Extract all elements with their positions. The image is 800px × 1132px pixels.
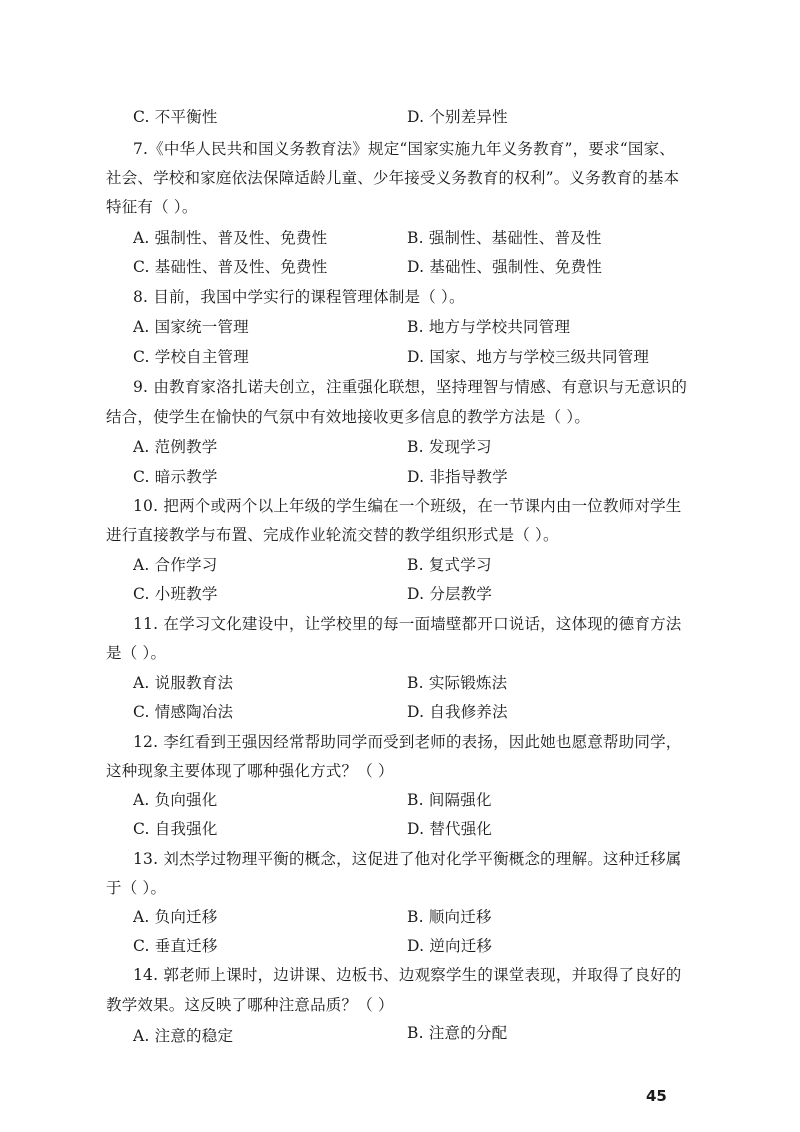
q6-option-c: C. 不平衡性	[133, 108, 218, 126]
q13-option-c: C. 垂直迁移	[133, 937, 218, 955]
q8-option-c: C. 学校自主管理	[133, 348, 249, 366]
q10-option-b: B. 复式学习	[407, 556, 492, 574]
q11-option-c: C. 情感陶冶法	[133, 703, 234, 721]
q7-stem-line-2: 社会、学校和家庭依法保障适龄儿童、少年接受义务教育的权利”。义务教育的基本	[106, 169, 680, 187]
q8-option-a: A. 国家统一管理	[133, 318, 249, 336]
q13-stem-line-2: 于（ ）。	[106, 879, 167, 897]
q12-option-c: C. 自我强化	[133, 820, 218, 838]
q8-option-b: B. 地方与学校共同管理	[407, 318, 571, 336]
q11-option-d: D. 自我修养法	[407, 703, 508, 721]
q12-option-b: B. 间隔强化	[407, 791, 492, 809]
q7-option-a: A. 强制性、普及性、免费性	[133, 229, 328, 247]
q7-stem-line-3: 特征有（ ）。	[106, 198, 198, 216]
q12-option-d: D. 替代强化	[407, 820, 493, 838]
q10-option-a: A. 合作学习	[133, 556, 218, 574]
q11-stem-line-1: 11. 在学习文化建设中，让学校里的每一面墙壁都开口说话，这体现的德育方法	[133, 615, 682, 633]
q13-option-a: A. 负向迁移	[133, 908, 218, 926]
q14-option-b: B. 注意的分配	[407, 1024, 508, 1042]
q9-option-c: C. 暗示教学	[133, 468, 218, 486]
q7-stem-line-1: 7.《中华人民共和国义务教育法》规定“国家实施九年义务教育”，要求“国家、	[133, 140, 675, 158]
q14-option-a: A. 注意的稳定	[133, 1027, 234, 1045]
q13-option-b: B. 顺向迁移	[407, 908, 492, 926]
q14-stem-line-2: 教学效果。这反映了哪种注意品质？（ ）	[106, 996, 394, 1014]
q11-stem-line-2: 是（ ）。	[106, 644, 167, 662]
q8-option-d: D. 国家、地方与学校三级共同管理	[407, 348, 650, 366]
q10-option-d: D. 分层教学	[407, 585, 493, 603]
q10-stem-line-1: 10. 把两个或两个以上年级的学生编在一个班级，在一节课内由一位教师对学生	[133, 497, 682, 515]
q9-stem-line-2: 结合，使学生在愉快的气氛中有效地接收更多信息的教学方法是（ ）。	[106, 408, 591, 426]
q7-option-c: C. 基础性、普及性、免费性	[133, 258, 328, 276]
q11-option-b: B. 实际锻炼法	[407, 674, 508, 692]
q11-option-a: A. 说服教育法	[133, 674, 234, 692]
q10-stem-line-2: 进行直接教学与布置、完成作业轮流交替的教学组织形式是（ ）。	[106, 526, 559, 544]
q7-option-b: B. 强制性、基础性、普及性	[407, 229, 602, 247]
page-number: 45	[646, 1087, 667, 1105]
q9-option-b: B. 发现学习	[407, 438, 492, 456]
q9-option-a: A. 范例教学	[133, 438, 218, 456]
q12-stem-line-2: 这种现象主要体现了哪种强化方式？（ ）	[106, 762, 394, 780]
q7-option-d: D. 基础性、强制性、免费性	[407, 258, 603, 276]
q12-option-a: A. 负向强化	[133, 791, 218, 809]
q13-stem-line-1: 13. 刘杰学过物理平衡的概念，这促进了他对化学平衡概念的理解。这种迁移属	[133, 850, 682, 868]
q12-stem-line-1: 12. 李红看到王强因经常帮助同学而受到老师的表扬，因此她也愿意帮助同学，	[133, 733, 682, 751]
q8-stem-line-1: 8. 目前，我国中学实行的课程管理体制是（ ）。	[133, 288, 465, 306]
q10-option-c: C. 小班教学	[133, 585, 218, 603]
q9-option-d: D. 非指导教学	[407, 468, 508, 486]
q6-option-d: D. 个别差异性	[407, 108, 508, 126]
q9-stem-line-1: 9. 由教育家洛扎诺夫创立，注重强化联想，坚持理智与情感、有意识与无意识的	[133, 378, 688, 396]
q13-option-d: D. 逆向迁移	[407, 937, 493, 955]
q14-stem-line-1: 14. 郭老师上课时，边讲课、边板书、边观察学生的课堂表现，并取得了良好的	[133, 966, 682, 984]
